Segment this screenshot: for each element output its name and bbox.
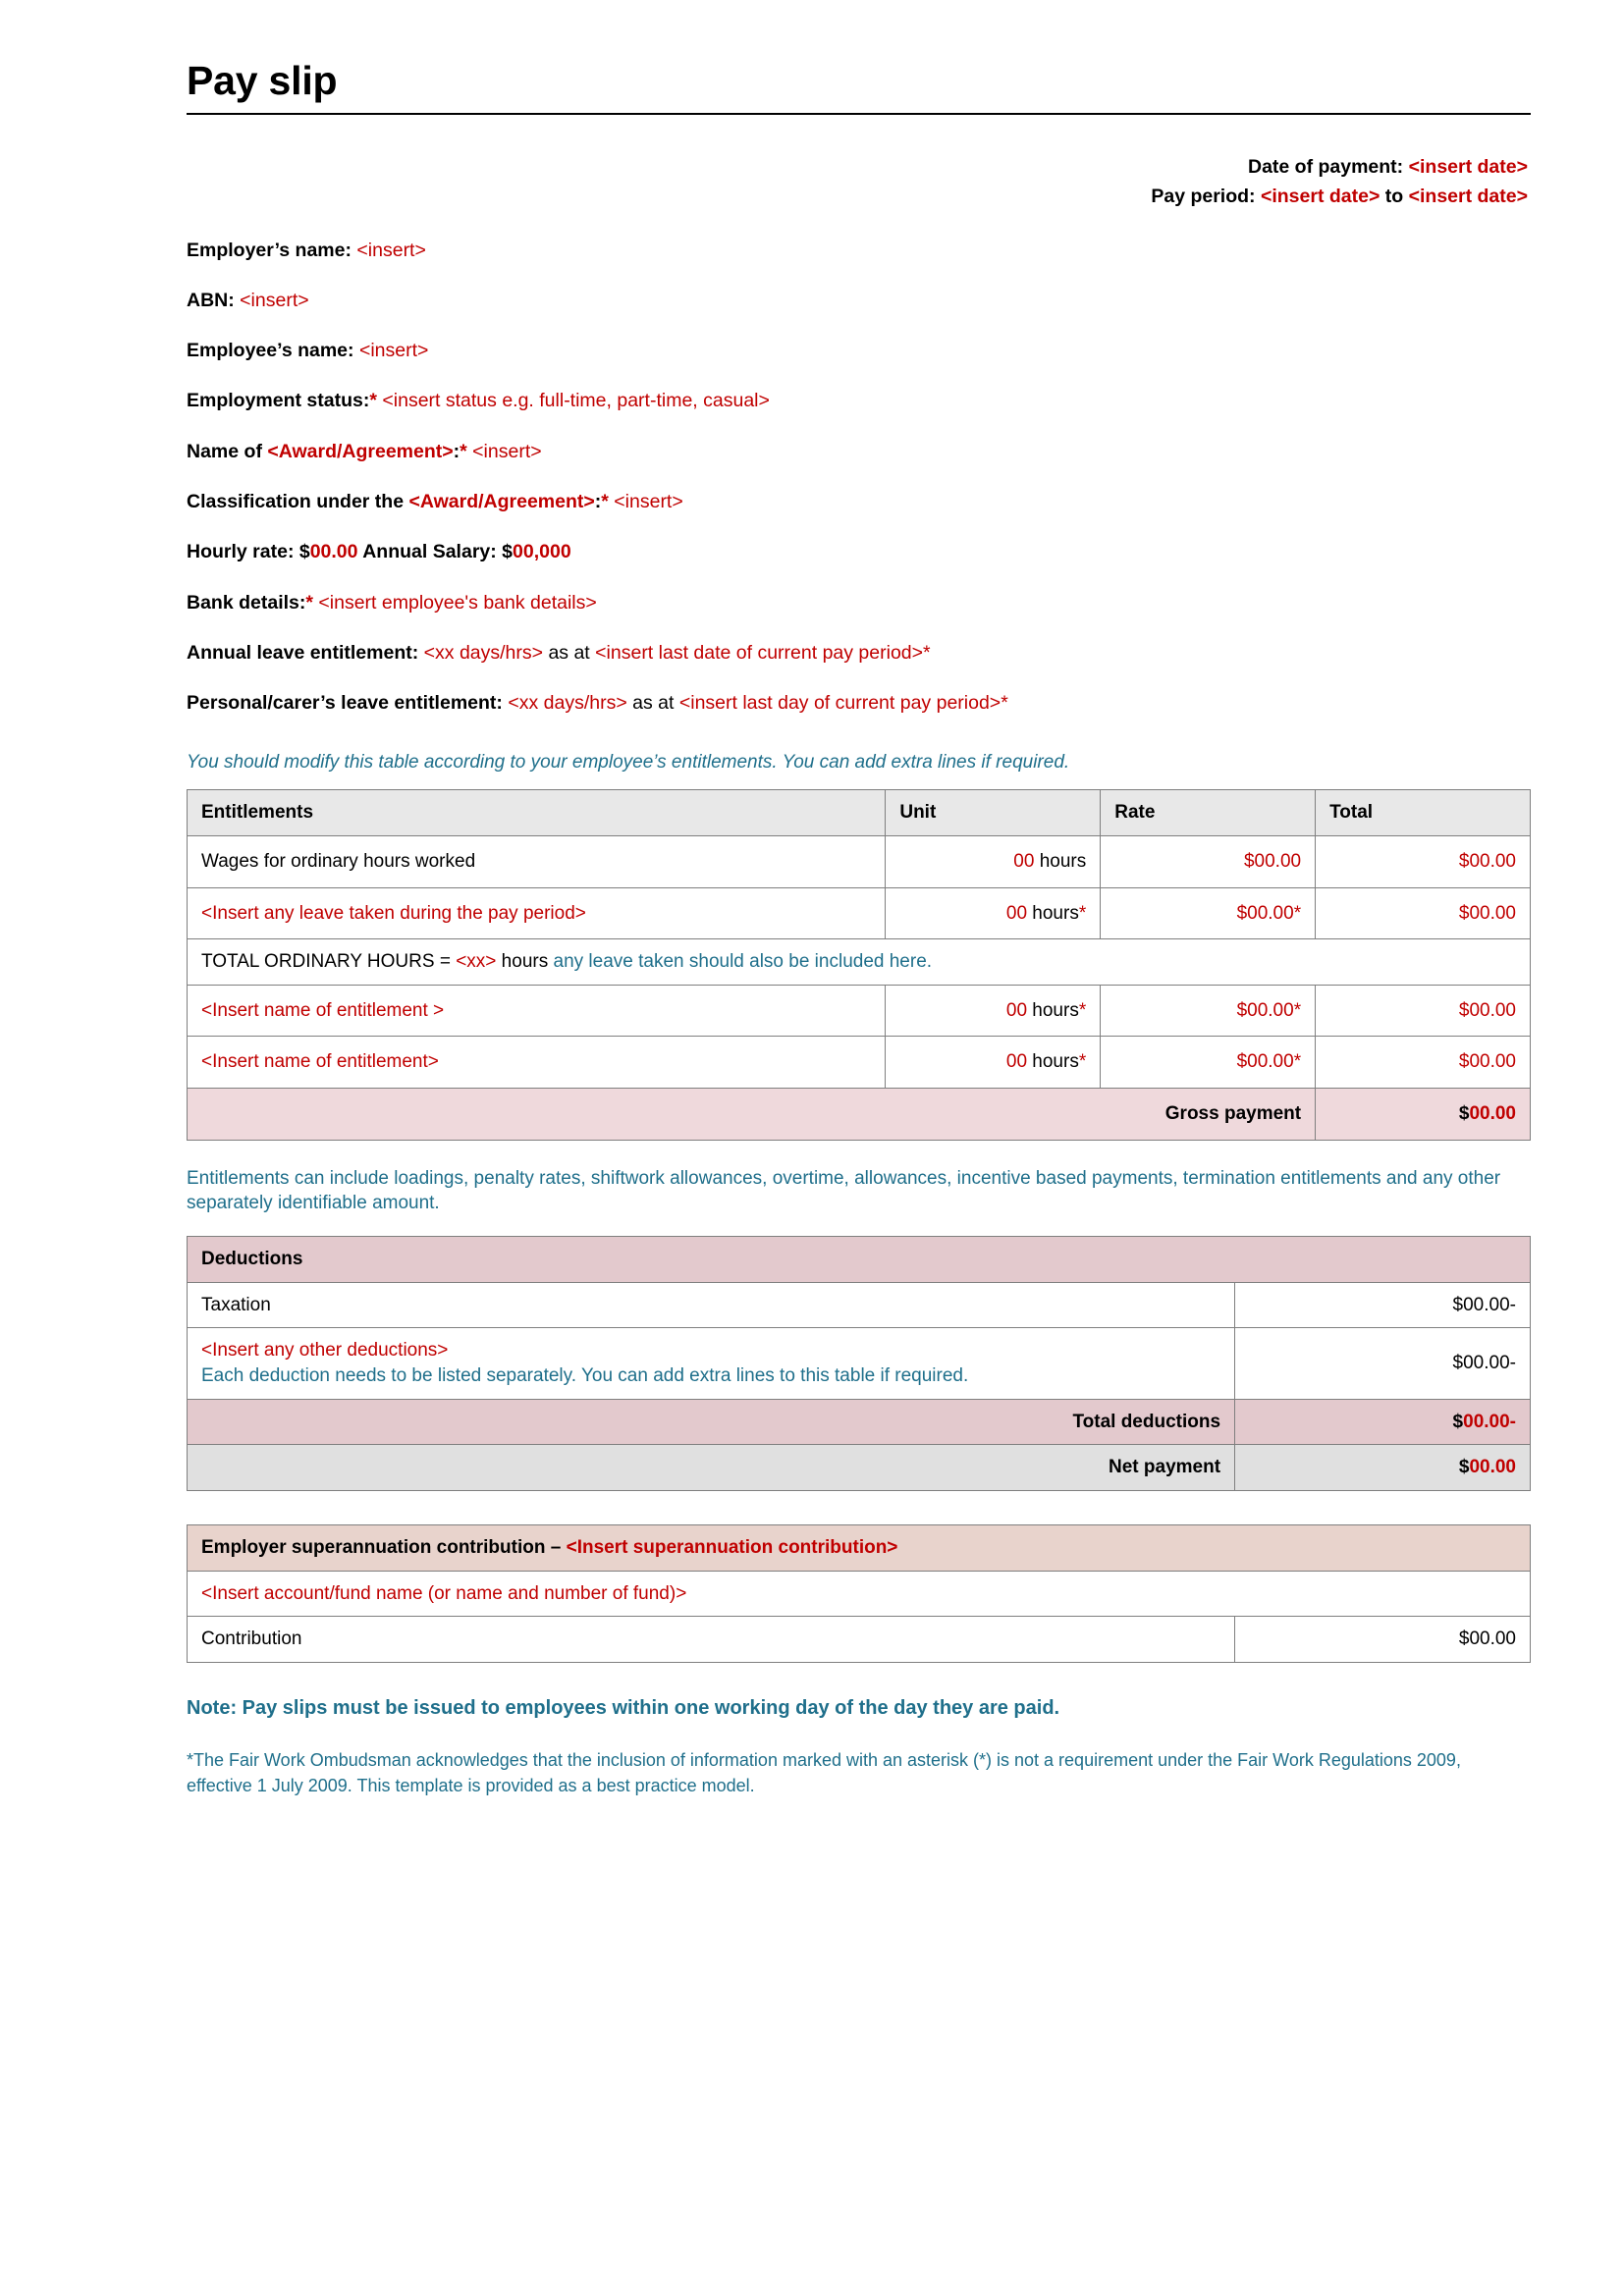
entitlement-desc: Wages for ordinary hours worked	[188, 835, 886, 887]
entitlements-col-rate: Rate	[1101, 790, 1316, 836]
award-name-label-pre: Name of	[187, 440, 268, 462]
personal-leave-asat: <insert last day of current pay period>	[678, 692, 1001, 715]
deduction-other-value: $00.00-	[1235, 1328, 1531, 1399]
award-name-asterisk: *	[460, 440, 467, 462]
table-row	[188, 835, 1531, 887]
deduction-other-placeholder: <Insert any other deductions>	[201, 1340, 449, 1362]
asterisk-footnote: *The Fair Work Ombudsman acknowledges that the inclusion of information marked with an asterisk (*) is not a requirement under the Fair Work Regulations 2009, effective 1 July 2009. This template is provided as a best practice model.	[187, 1749, 1461, 1795]
annual-leave-asat: <insert last date of current pay period>	[595, 642, 924, 665]
entitlement-total: $00.00	[1316, 887, 1531, 939]
entitlements-col-entitlements: Entitlements	[188, 790, 886, 836]
personal-leave-value: <xx days/hrs>	[508, 692, 627, 715]
deduction-other-cell	[188, 1328, 1235, 1399]
field-award-name	[187, 439, 1531, 464]
gross-payment-value	[1316, 1089, 1531, 1141]
entitlement-total: $00.00	[1316, 835, 1531, 887]
bank-details-asterisk: *	[305, 591, 313, 614]
hourly-rate-label: Hourly rate: $	[187, 541, 310, 563]
deduction-taxation-value: $00.00-	[1235, 1282, 1531, 1328]
total-ordinary-value: <xx>	[456, 951, 497, 973]
pay-period-line	[187, 182, 1531, 211]
gross-amount: 00.00	[1469, 1103, 1516, 1125]
table-row	[188, 1617, 1531, 1663]
total-deductions-amount: 00.00-	[1463, 1411, 1516, 1432]
total-deductions-row	[188, 1399, 1531, 1445]
classification-asterisk: *	[601, 491, 609, 513]
entitlement-unit-text: hours	[1027, 999, 1079, 1021]
entitlements-table-header-row	[188, 790, 1531, 836]
annual-leave-label: Annual leave entitlement:	[187, 642, 419, 665]
employer-name-label: Employer’s name:	[187, 239, 352, 261]
total-ordinary-pre: TOTAL ORDINARY HOURS =	[201, 951, 457, 973]
issuing-note: Note: Pay slips must be issued to employees within one working day of the day they are paid.	[187, 1696, 1060, 1719]
total-ordinary-mid: hours	[496, 951, 554, 973]
entitlement-unit	[886, 1037, 1101, 1089]
entitlements-table	[187, 789, 1531, 1140]
award-name-label-red: <Award/Agreement>	[267, 440, 454, 462]
personal-leave-mid: as at	[632, 692, 675, 715]
entitlement-unit-asterisk: *	[1078, 1051, 1087, 1073]
classification-label-red: <Award/Agreement>	[408, 491, 595, 513]
deduction-taxation-label: Taxation	[188, 1282, 1235, 1328]
entitlement-rate	[1101, 985, 1316, 1037]
superannuation-header-row	[188, 1524, 1531, 1571]
bank-details-value: <insert employee's bank details>	[318, 591, 597, 614]
superannuation-table	[187, 1524, 1531, 1663]
total-deductions-label: Total deductions	[188, 1399, 1235, 1445]
table-row	[188, 1571, 1531, 1617]
entitlement-rate-asterisk: *	[1293, 1051, 1302, 1073]
annual-salary-value: 00,000	[513, 541, 571, 563]
entitlement-unit-asterisk: *	[1078, 999, 1087, 1021]
annual-leave-value: <xx days/hrs>	[423, 642, 544, 665]
date-of-payment-value: <insert date>	[1408, 156, 1528, 179]
field-employer-name	[187, 238, 1531, 263]
table-row	[188, 887, 1531, 939]
table-row-total-ordinary-hours	[188, 939, 1531, 986]
pay-period-from: <insert date>	[1260, 186, 1380, 208]
field-bank-details	[187, 590, 1531, 615]
award-name-label-post: :	[453, 440, 460, 462]
entitlement-unit	[886, 887, 1101, 939]
title-block	[187, 59, 1531, 115]
entitlement-rate-value: $00.00	[1236, 1051, 1294, 1073]
entitlement-unit-number: 00	[1005, 902, 1028, 924]
employment-status-value: <insert status e.g. full-time, part-time, casual>	[382, 390, 770, 412]
page-title: Pay slip	[187, 58, 338, 103]
field-abn	[187, 288, 1531, 313]
entitlement-rate-asterisk: *	[1293, 902, 1302, 924]
field-classification	[187, 489, 1531, 514]
annual-leave-asterisk: *	[923, 642, 931, 665]
table-row	[188, 1328, 1531, 1399]
entitlement-unit-text: hours	[1034, 850, 1087, 872]
deductions-header-label: Deductions	[188, 1237, 1531, 1283]
superannuation-header-placeholder: <Insert superannuation contribution>	[566, 1536, 898, 1558]
superannuation-header-label: Employer superannuation contribution –	[201, 1536, 567, 1558]
total-deductions-currency: $	[1452, 1411, 1464, 1432]
abn-value: <insert>	[240, 289, 309, 311]
entitlement-unit-number: 00	[1005, 1051, 1028, 1073]
entitlement-total: $00.00	[1316, 985, 1531, 1037]
gross-payment-label: Gross payment	[188, 1089, 1316, 1141]
employment-status-label: Employment status:	[187, 390, 370, 412]
entitlement-rate-value: $00.00	[1236, 999, 1294, 1021]
total-deductions-value	[1235, 1399, 1531, 1445]
entitlement-unit-number: 00	[1013, 850, 1035, 872]
hourly-rate-value: 00.00	[309, 541, 358, 563]
entitlement-rate-value: $00.00	[1236, 902, 1294, 924]
classification-label-pre: Classification under the	[187, 491, 409, 513]
personal-leave-label: Personal/carer’s leave entitlement:	[187, 692, 503, 715]
classification-value: <insert>	[614, 491, 683, 513]
field-employment-status	[187, 388, 1531, 413]
field-rates	[187, 539, 1531, 564]
pay-period-separator: to	[1384, 186, 1404, 208]
field-annual-leave	[187, 640, 1531, 666]
classification-label-post: :	[594, 491, 602, 513]
table-row	[188, 985, 1531, 1037]
employee-name-label: Employee’s name:	[187, 340, 354, 362]
net-payment-amount: 00.00	[1469, 1457, 1516, 1478]
annual-salary-label: Annual Salary: $	[357, 541, 514, 563]
superannuation-fund-row: <Insert account/fund name (or name and number of fund)>	[188, 1571, 1531, 1617]
entitlement-desc: <Insert any leave taken during the pay period>	[188, 887, 886, 939]
pay-period-label: Pay period:	[1151, 186, 1256, 208]
entitlements-table-instruction: You should modify this table according to your employee’s entitlements. You can add extra lines if required.	[187, 751, 1070, 773]
entitlement-desc: <Insert name of entitlement>	[188, 1037, 886, 1089]
employment-status-asterisk: *	[369, 390, 377, 412]
abn-label: ABN:	[187, 289, 235, 311]
superannuation-contribution-value: $00.00	[1235, 1617, 1531, 1663]
annual-leave-mid: as at	[548, 642, 590, 665]
superannuation-contribution-label: Contribution	[188, 1617, 1235, 1663]
total-ordinary-hours-cell	[188, 939, 1531, 986]
table-row	[188, 1037, 1531, 1089]
field-personal-leave	[187, 690, 1531, 716]
net-payment-currency: $	[1458, 1457, 1470, 1478]
gross-payment-row	[188, 1089, 1531, 1141]
employee-details-fields	[187, 238, 1531, 717]
superannuation-header-cell	[188, 1524, 1531, 1571]
entitlement-rate	[1101, 887, 1316, 939]
employee-name-value: <insert>	[358, 340, 429, 362]
entitlement-unit	[886, 835, 1101, 887]
deduction-other-note: Each deduction needs to be listed separately. You can add extra lines to this table if required.	[201, 1364, 969, 1386]
deductions-header-row	[188, 1237, 1531, 1283]
total-ordinary-note: any leave taken should also be included here.	[553, 951, 933, 973]
employer-name-value: <insert>	[356, 239, 426, 261]
entitlement-total: $00.00	[1316, 1037, 1531, 1089]
award-name-value: <insert>	[472, 440, 542, 462]
entitlements-col-total: Total	[1316, 790, 1531, 836]
entitlement-unit-asterisk: *	[1078, 902, 1087, 924]
entitlement-unit-text: hours	[1027, 902, 1079, 924]
table-row	[188, 1282, 1531, 1328]
entitlements-explanation-note: Entitlements can include loadings, penalty rates, shiftwork allowances, overtime, allowances, incentive based payments, termination entitlements and any other separately identifiable amount.	[187, 1167, 1501, 1214]
bank-details-label: Bank details:	[187, 591, 306, 614]
personal-leave-asterisk: *	[1001, 692, 1008, 715]
entitlement-unit-number: 00	[1005, 999, 1028, 1021]
date-of-payment-label: Date of payment:	[1247, 156, 1404, 179]
net-payment-label: Net payment	[188, 1445, 1235, 1491]
date-of-payment-line	[187, 152, 1531, 182]
net-payment-value	[1235, 1445, 1531, 1491]
entitlement-unit	[886, 985, 1101, 1037]
entitlement-desc: <Insert name of entitlement >	[188, 985, 886, 1037]
deductions-table	[187, 1236, 1531, 1491]
payment-dates-block	[187, 152, 1531, 211]
entitlement-rate-asterisk: *	[1293, 999, 1302, 1021]
pay-period-to: <insert date>	[1408, 186, 1528, 208]
entitlement-unit-text: hours	[1027, 1051, 1079, 1073]
field-employee-name	[187, 338, 1531, 363]
entitlement-rate: $00.00	[1101, 835, 1316, 887]
entitlement-rate	[1101, 1037, 1316, 1089]
net-payment-row	[188, 1445, 1531, 1491]
gross-currency-symbol: $	[1458, 1103, 1470, 1125]
entitlements-col-unit: Unit	[886, 790, 1101, 836]
